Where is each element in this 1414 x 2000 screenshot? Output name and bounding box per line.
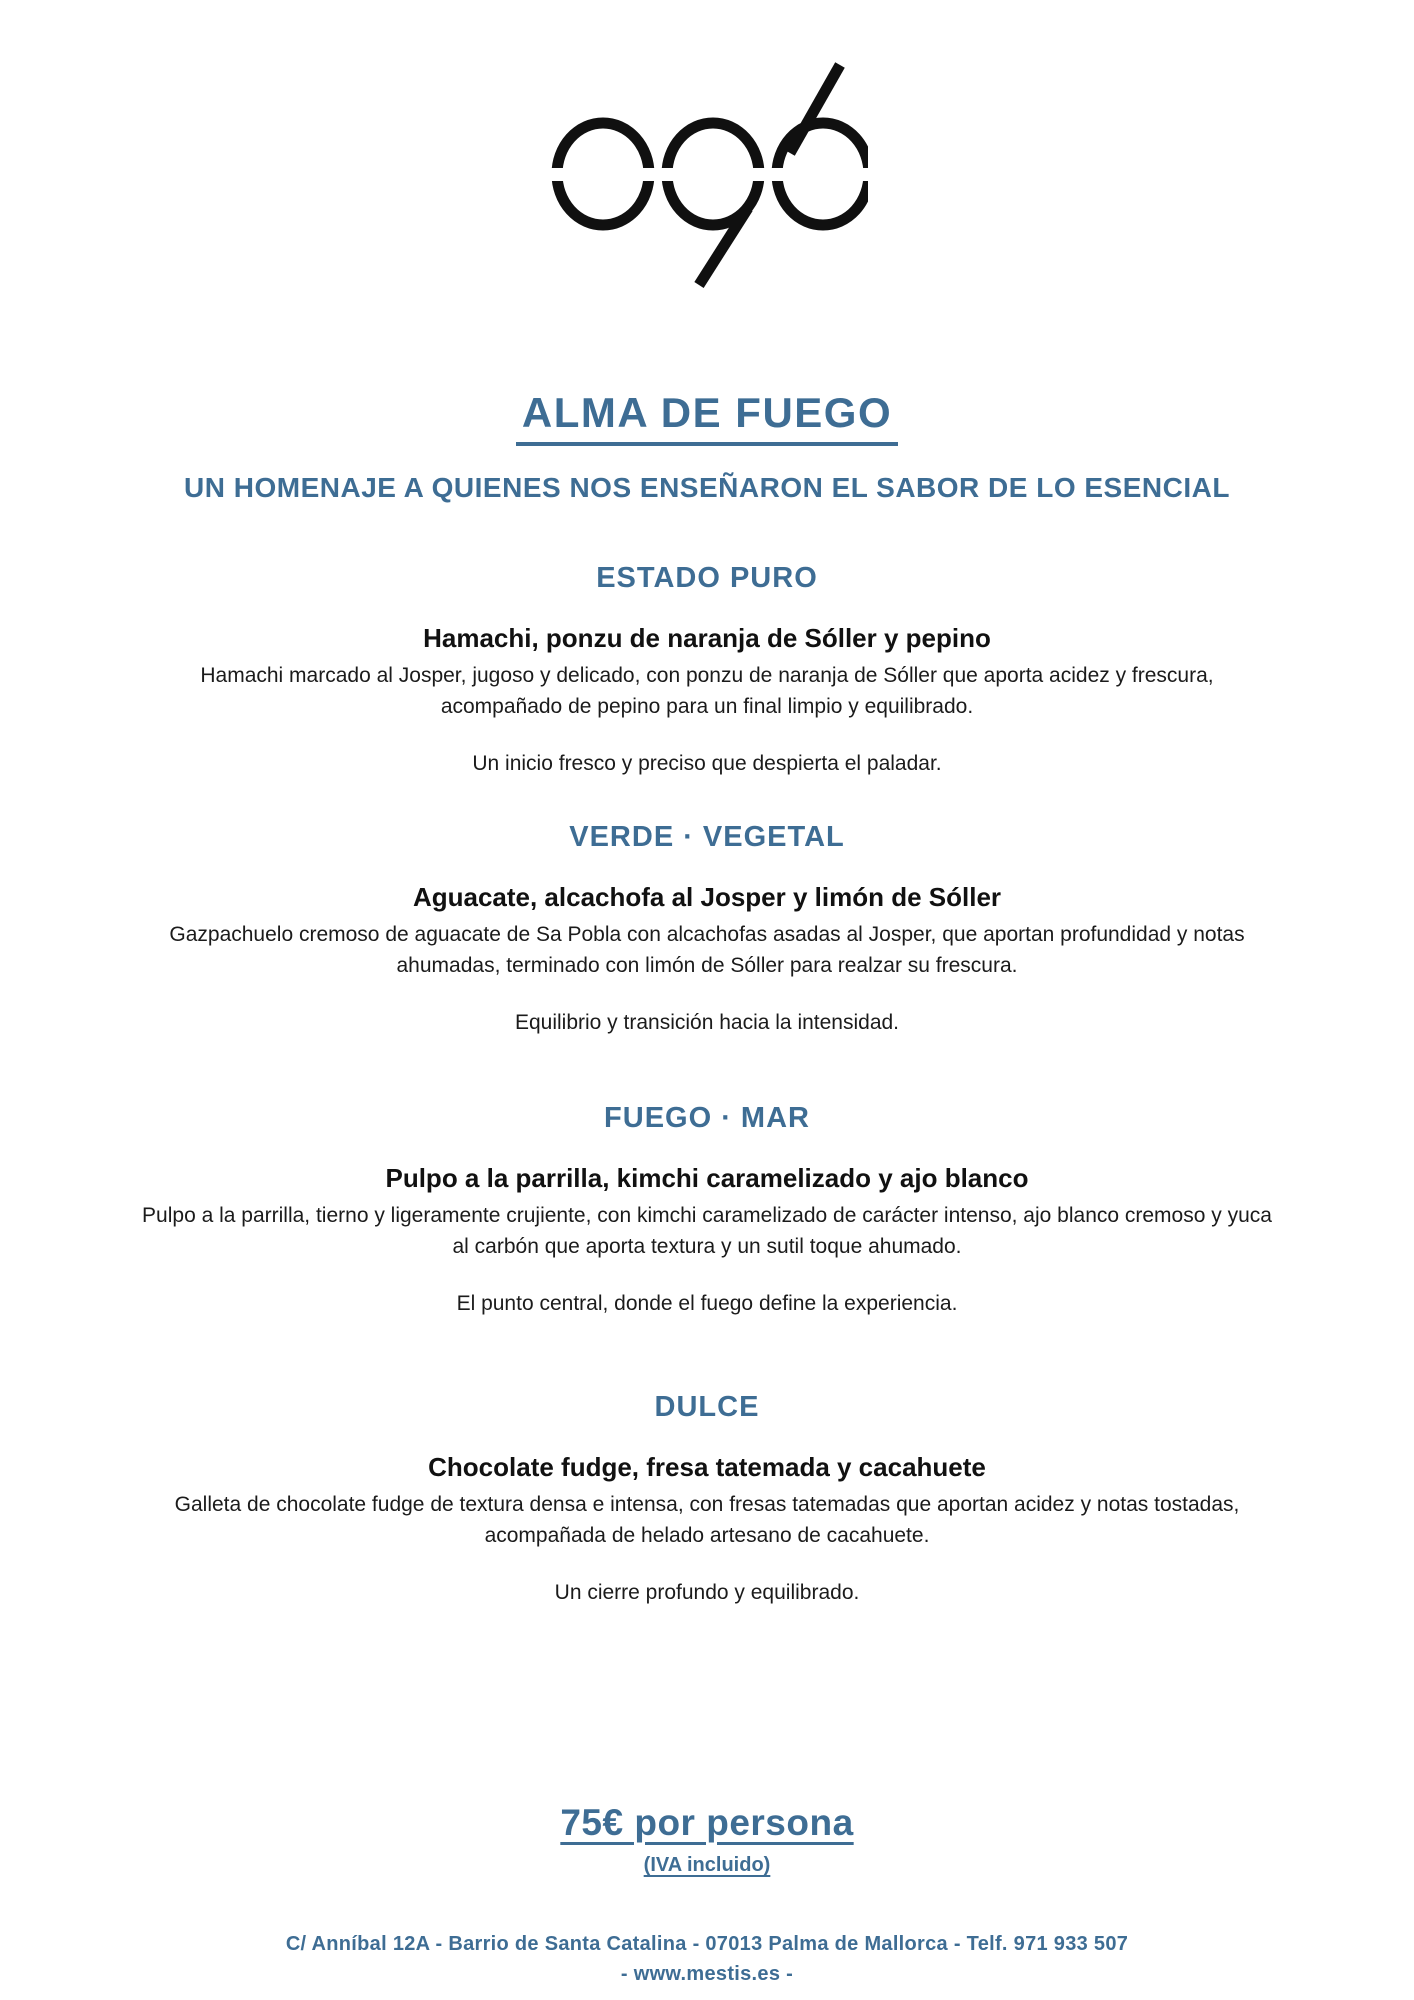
menu-title: [0, 389, 1414, 446]
course-verde-vegetal: [0, 819, 1414, 1038]
dish-name: Hamachi, ponzu de naranja de Sóller y pepino: [423, 623, 991, 653]
dish-tagline: Un cierre profundo y equilibrado.: [554, 1581, 860, 1604]
dish-tagline: Un inicio fresco y preciso que despierta el paladar.: [472, 752, 942, 775]
dish-description: Pulpo a la parrilla, tierno y ligeramente crujiente, con kimchi caramelizado de carácter intenso, ajo blanco cremoso y yuca al carbón que aporta textura y un sutil toque ahumado.: [142, 1204, 1272, 1258]
footer-website: - www.mestis.es -: [620, 1963, 794, 1985]
dish-description: Gazpachuelo cremoso de aguacate de Sa Pobla con alcachofas asadas al Josper, que aportan profundidad y notas ahumadas, terminado con limón de Sóller para realzar su frescura.: [169, 923, 1245, 977]
footer: [0, 1929, 1414, 1989]
course-dulce: [0, 1389, 1414, 1608]
course-estado-puro: [0, 560, 1414, 779]
dish-name: Pulpo a la parrilla, kimchi caramelizado y ajo blanco: [385, 1163, 1029, 1193]
096-logo-icon: [546, 56, 868, 292]
price-vat-note: (IVA incluido): [643, 1854, 771, 1876]
price-block: [0, 1802, 1414, 1877]
dish-description: Galleta de chocolate fudge de textura densa e intensa, con fresas tatemadas que aportan acidez y notas tostadas, acompañada de helado artesano de cacahuete.: [174, 1493, 1240, 1547]
course-fuego-mar: [0, 1100, 1414, 1319]
section-heading: FUEGO · MAR: [604, 1102, 810, 1134]
dish-description: Hamachi marcado al Josper, jugoso y delicado, con ponzu de naranja de Sóller que aporta acidez y frescura, acompañado de pepino para un final limpio y equilibrado.: [200, 664, 1214, 718]
dish-tagline: El punto central, donde el fuego define la experiencia.: [456, 1292, 958, 1315]
dish-tagline: Equilibrio y transición hacia la intensidad.: [514, 1011, 900, 1034]
dish-name: Chocolate fudge, fresa tatemada y cacahuete: [428, 1452, 986, 1482]
section-heading: ESTADO PURO: [596, 562, 818, 594]
dish-name: Aguacate, alcachofa al Josper y limón de Sóller: [412, 882, 1002, 912]
footer-address: C/ Anníbal 12A - Barrio de Santa Catalina - 07013 Palma de Mallorca - Telf. 971 933 507: [285, 1933, 1129, 1955]
restaurant-logo: [0, 0, 1414, 297]
price-amount: 75€ por persona: [560, 1802, 854, 1843]
section-heading: VERDE · VEGETAL: [569, 821, 845, 853]
section-heading: DULCE: [654, 1391, 760, 1423]
menu-subtitle: UN HOMENAJE A QUIENES NOS ENSEÑARON EL SABOR DE LO ESENCIAL: [184, 472, 1230, 503]
menu-title-text: ALMA DE FUEGO: [516, 389, 898, 446]
